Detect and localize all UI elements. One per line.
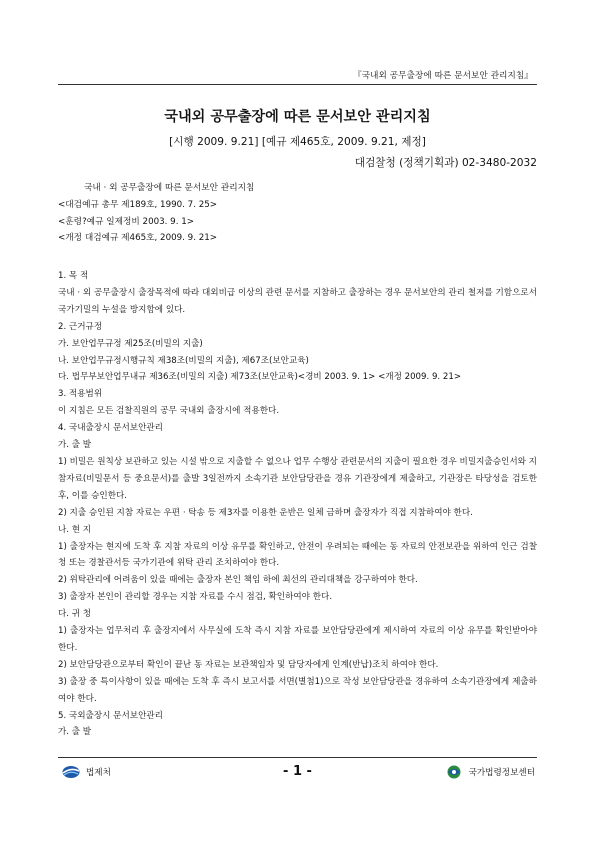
paragraph: 1) 비밀은 원칙상 보관하고 있는 시설 밖으로 지출할 수 없으나 업무 수행상 관련문서의 지출이 필요한 경우 비밀지출승인서와 지참자료(비밀문서 등 중요문서)를 출발 3일전까지 소속기관 보안담당관을 경유 기관장에게 제출하고, 기관장은 타당성을 검토한 후, 이를 승인한다. bbox=[58, 456, 537, 501]
paragraph: 2) 지출 승인된 지참 자료는 우편 · 탁송 등 제3자를 이용한 운반은 일체 금하며 출장자가 직접 지참하여야 한다. bbox=[58, 507, 473, 518]
meta-line: <개정 대검예규 제465호, 2009. 9. 21> bbox=[58, 233, 218, 244]
section-heading: 4. 국내출장시 문서보안관리 bbox=[58, 423, 163, 434]
section-heading: 2. 근거규정 bbox=[58, 321, 103, 332]
section-heading: 1. 목 적 bbox=[58, 271, 89, 281]
paragraph: 국내 · 외 공무출장시 출장목적에 따라 대외비급 이상의 관련 문서를 지참하고 출장하는 경우 문서보안의 관리 철저를 기함으로서 국가기밀의 누설을 방지함에 있다. bbox=[58, 287, 537, 315]
subsection-heading: 가. 출 발 bbox=[58, 727, 92, 738]
subsection-heading: 다. 귀 청 bbox=[58, 609, 92, 620]
paragraph: 다. 법무부보안업무내규 제36조(비밀의 지출) 제73조(보안교육)<경비 2003. 9. 1> <개정 2009. 9. 21> bbox=[58, 372, 462, 383]
meta-line: <훈령?예규 일제정비 2003. 9. 1> bbox=[58, 216, 195, 227]
footer-right bbox=[445, 765, 535, 779]
page-number: - 1 - bbox=[283, 764, 312, 779]
meta-line: <대검예규 총무 제189호, 1990. 7. 25> bbox=[58, 199, 218, 210]
paragraph: 3) 출장자 본인이 관리할 경우는 지참 자료를 수시 점검, 확인하여야 한다. bbox=[58, 592, 333, 603]
document-title: 국내외 공무출장에 따른 문서보안 관리지침 bbox=[164, 109, 431, 125]
header-rule bbox=[58, 84, 537, 85]
subsection-heading: 나. 현 지 bbox=[58, 524, 92, 535]
paragraph: 2) 보안담당관으로부터 확인이 끝난 동 자료는 보관책임자 및 담당자에게 인계(반납)조치 하여야 한다. bbox=[58, 659, 439, 670]
paragraph: 2) 위탁관리에 어려움이 있을 때에는 출장자 본인 책임 하에 최선의 관리대책을 강구하여야 한다. bbox=[58, 575, 418, 586]
paragraph: 나. 보안업무규정시행규칙 제38조(비밀의 지출), 제67조(보안교육) bbox=[58, 355, 309, 366]
document-body bbox=[58, 268, 537, 741]
document-subtitle: [시행 2009. 9.21] [예규 제465호, 2009. 9.21, 제정] bbox=[169, 136, 426, 148]
law-center-logo-icon bbox=[445, 765, 463, 779]
footer-left-label: 법제처 bbox=[86, 768, 111, 778]
footer-rule bbox=[58, 757, 537, 758]
running-header: 『국내외 공무출장에 따른 문서보안 관리지침』 bbox=[353, 71, 533, 81]
meta-line: 국내 · 외 공무출장에 따른 문서보안 관리지침 bbox=[84, 183, 255, 193]
meta-block bbox=[58, 180, 254, 247]
footer-right-label: 국가법령정보센터 bbox=[468, 768, 535, 778]
paragraph: 1) 출장자는 현지에 도착 후 지참 자료의 이상 유무를 확인하고, 안전이 우려되는 때에는 동 자료의 안전보관을 위하여 인근 검찰청 또는 경찰관서등 국가기관에 위탁 관리 조치하여야 한다. bbox=[58, 541, 537, 569]
section-heading: 3. 적용범위 bbox=[58, 389, 103, 400]
paragraph: 이 지침은 모든 검찰직원의 공무 국내외 출장시에 적용한다. bbox=[58, 406, 280, 417]
section-heading: 5. 국외출장시 문서보안관리 bbox=[58, 710, 163, 721]
paragraph: 3) 출장 중 특이사항이 있을 때에는 도착 후 즉시 보고서를 서면(별첨1)으로 작성 보안담당관을 경유하여 소속기관장에게 제출하여야 한다. bbox=[58, 676, 537, 704]
subsection-heading: 가. 출 발 bbox=[58, 440, 92, 451]
paragraph: 1) 출장자는 업무처리 후 출장지에서 사무실에 도착 즉시 지참 자료를 보안담당관에게 제시하여 자료의 이상 유무를 확인받아야 한다. bbox=[58, 626, 537, 653]
footer bbox=[58, 764, 537, 784]
contact-info: 대검찰청 (정책기획과) 02-3480-2032 bbox=[354, 157, 537, 169]
paragraph: 가. 보안업무규정 제25조(비밀의 지출) bbox=[58, 338, 203, 349]
